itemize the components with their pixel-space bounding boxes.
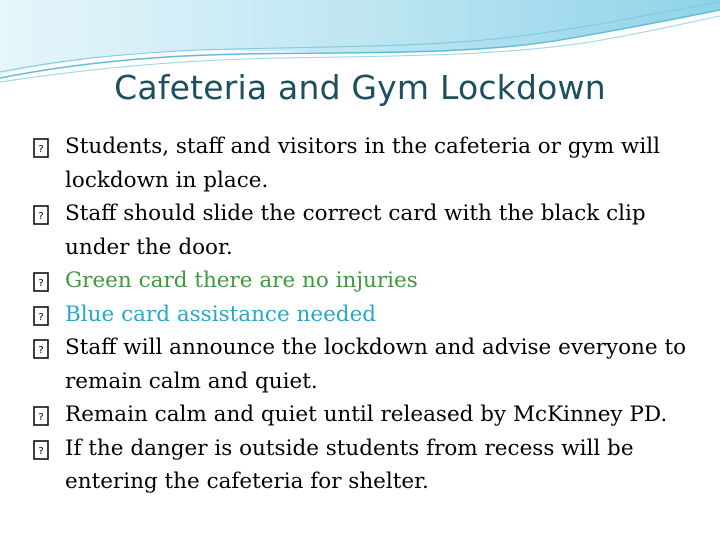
- bullet-text: Remain calm and quiet until released by McKinney PD.: [65, 402, 668, 427]
- missing-glyph-icon: [30, 204, 52, 226]
- missing-glyph-icon: [30, 137, 52, 159]
- missing-glyph-icon: [30, 305, 52, 327]
- missing-glyph-icon: [30, 338, 52, 360]
- bullet-text: Students, staff and visitors in the cafeteria or gym will lockdown in place.: [65, 134, 660, 193]
- svg-text:?: ?: [38, 345, 44, 356]
- missing-glyph-icon: [30, 271, 52, 293]
- missing-glyph-icon: [30, 405, 52, 427]
- svg-text:?: ?: [38, 278, 44, 289]
- bullet-text: Blue card assistance needed: [65, 301, 377, 327]
- svg-text:?: ?: [38, 445, 44, 457]
- bullet-item: [30, 398, 705, 432]
- bullet-item: [30, 331, 705, 398]
- bullet-item: [30, 130, 705, 197]
- svg-text:?: ?: [38, 211, 44, 222]
- bullet-text: Green card there are no injuries: [65, 268, 418, 293]
- missing-glyph-icon: [30, 439, 52, 461]
- svg-text:?: ?: [38, 412, 44, 423]
- bullet-item: [30, 432, 705, 499]
- svg-text:?: ?: [38, 144, 44, 155]
- bullet-item: [30, 264, 705, 298]
- bullet-text: Staff will announce the lockdown and advise everyone to remain calm and quiet.: [65, 335, 687, 394]
- bullet-list: [30, 130, 705, 499]
- svg-text:?: ?: [38, 311, 44, 323]
- bullet-text: Staff should slide the correct card with the black clip under the door.: [65, 201, 646, 260]
- bullet-item: [30, 197, 705, 264]
- slide-title: Cafeteria and Gym Lockdown: [114, 68, 606, 107]
- bullet-text: If the danger is outside students from recess will be entering the cafeteria for shelter.: [65, 435, 634, 494]
- bullet-item: [30, 298, 705, 332]
